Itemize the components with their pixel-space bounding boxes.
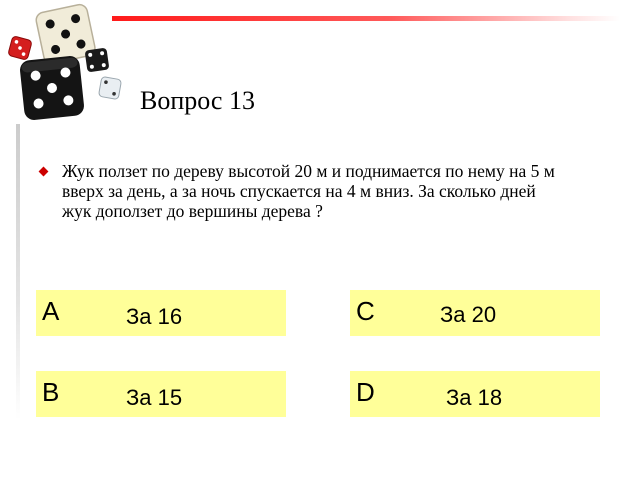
answer-option-b[interactable] (36, 371, 286, 417)
top-accent-line (112, 16, 620, 21)
answer-text: За 15 (126, 385, 183, 410)
answer-text: За 18 (446, 385, 503, 410)
bullet-icon (39, 167, 49, 177)
answer-letter: C (356, 296, 375, 326)
question-text: Жук ползет по дереву высотой 20 м и поднимается по нему на 5 м вверх за день, а за ночь спускается на 4 м вниз. За сколько дней жук доползет до вершины дерева ? (62, 161, 555, 221)
answer-letter: A (42, 296, 60, 326)
left-accent-line (16, 124, 20, 420)
answer-text: За 20 (440, 302, 497, 327)
answer-option-a[interactable] (36, 290, 286, 336)
slide-title: Вопрос 13 (140, 86, 255, 115)
answer-letter: B (42, 377, 60, 407)
answer-option-d[interactable] (350, 371, 600, 417)
question-block (40, 161, 560, 221)
answer-text: За 16 (126, 304, 183, 329)
answer-option-c[interactable] (350, 290, 600, 336)
dice-icon (0, 0, 130, 125)
answer-letter: D (356, 377, 375, 407)
